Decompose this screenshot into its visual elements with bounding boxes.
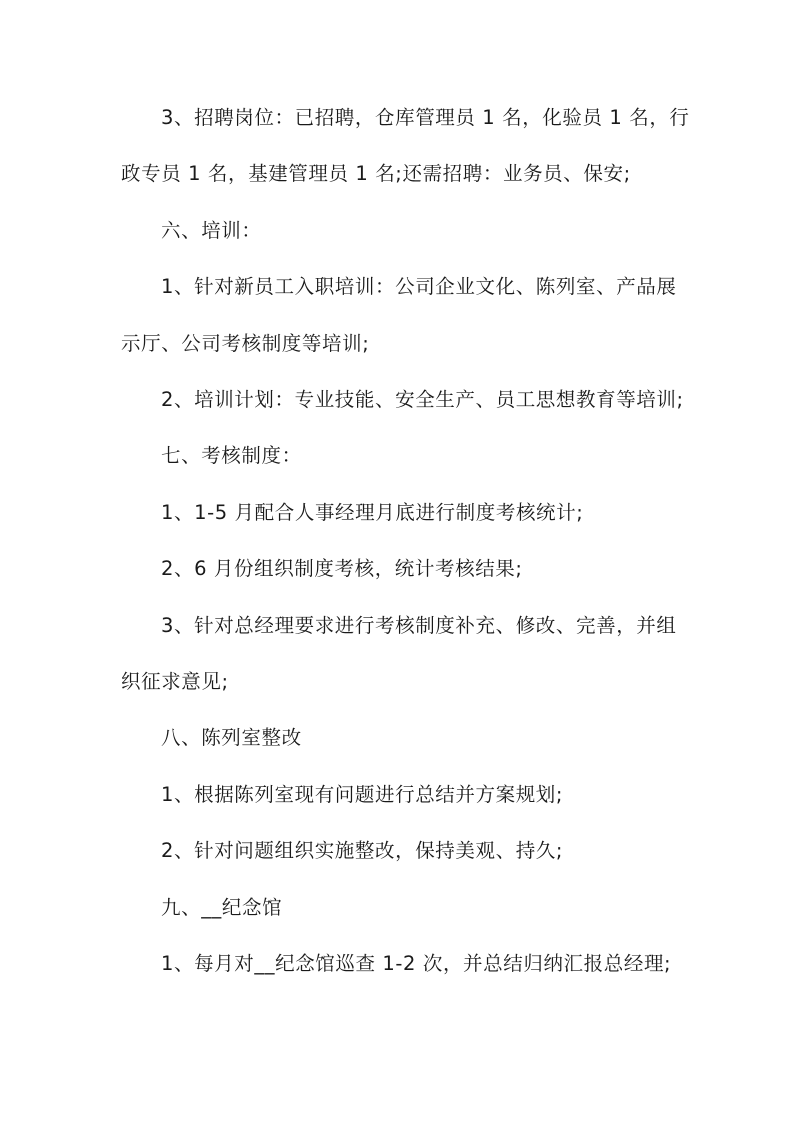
section-heading-memorial: 九、__纪念馆: [161, 895, 283, 919]
training-item-2: 2、培训计划：专业技能、安全生产、员工思想教育等培训;: [161, 388, 684, 411]
assessment-item-3-line-2: 织征求意见;: [121, 670, 229, 693]
section-heading-training: 六、培训：: [161, 218, 262, 242]
showroom-item-2: 2、针对问题组织实施整改，保持美观、持久;: [161, 839, 564, 863]
assessment-item-2: 2、6 月份组织制度考核，统计考核结果;: [161, 557, 523, 581]
showroom-item-1: 1、根据陈列室现有问题进行总结并方案规划;: [161, 782, 564, 806]
assessment-item-1: 1、1-5 月配合人事经理月底进行制度考核统计;: [161, 500, 584, 524]
memorial-item-1: 1、每月对__纪念馆巡查 1-2 次，并总结归纳汇报总经理;: [161, 952, 672, 975]
section-heading-assessment: 七、考核制度：: [161, 444, 302, 468]
training-item-1-line-1: 1、针对新员工入职培训：公司企业文化、陈列室、产品展: [161, 275, 677, 299]
section-heading-showroom: 八、陈列室整改: [161, 726, 302, 750]
recruitment-positions-line-1: 3、招聘岗位：已招聘，仓库管理员 1 名，化验员 1 名，行: [161, 106, 690, 129]
training-item-1-line-2: 示厅、公司考核制度等培训;: [121, 331, 370, 355]
assessment-item-3-line-1: 3、针对总经理要求进行考核制度补充、修改、完善，并组: [161, 613, 677, 637]
recruitment-positions-line-2: 政专员 1 名，基建管理员 1 名;还需招聘：业务员、保安;: [121, 162, 631, 186]
